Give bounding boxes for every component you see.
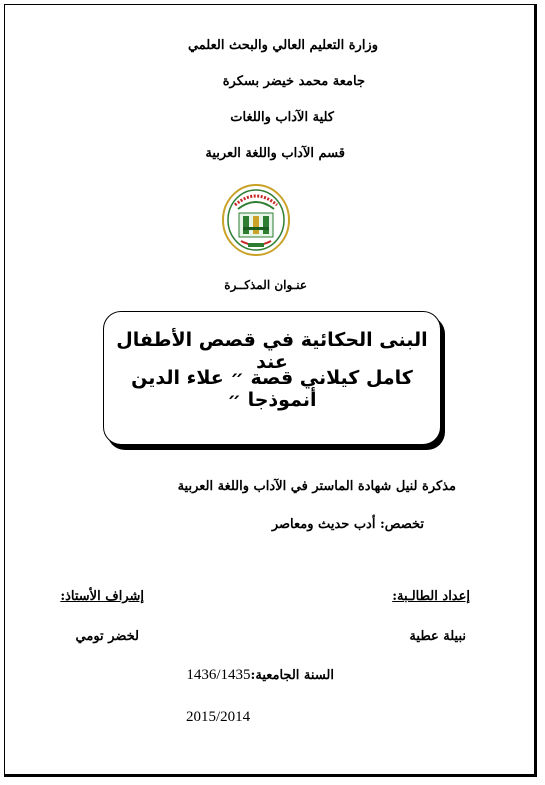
student-label: إعداد الطالـبة: (392, 589, 470, 604)
supervisor-name: لخضر تومي (75, 629, 139, 644)
academic-year-value: 1436/1435 (186, 667, 251, 683)
academic-year-label: السنة الجامعية: (250, 668, 334, 683)
department-line: قسم الآداب واللغة العربية (205, 146, 345, 161)
thesis-title-box (103, 311, 441, 445)
university-line: جامعة محمد خيضر بسكرة (222, 74, 365, 89)
degree-line: مذكرة لنيل شهادة الماستر في الآداب واللغة العربية (177, 479, 456, 494)
student-name: نبيلة عطية (409, 629, 466, 644)
university-logo (221, 183, 291, 258)
academic-year (186, 667, 334, 684)
supervisor-label: إشراف الأستاذ: (60, 589, 144, 604)
title-label: عنـوان المذكــرة (224, 278, 307, 292)
thesis-title-line-2: كامل كيلاني قصة ״ علاء الدين أنموذجا ״ (131, 367, 413, 411)
thesis-title-line-1: البنى الحكائية في قصص الأطفال عند (116, 329, 428, 373)
faculty-line: كلية الآداب واللغات (230, 110, 334, 125)
specialty-line: تخصص: أدب حديث ومعاصر (271, 517, 424, 532)
ministry-line: وزارة التعليم العالي والبحث العلمي (187, 38, 378, 53)
gregorian-year: 2015/2014 (186, 709, 251, 725)
